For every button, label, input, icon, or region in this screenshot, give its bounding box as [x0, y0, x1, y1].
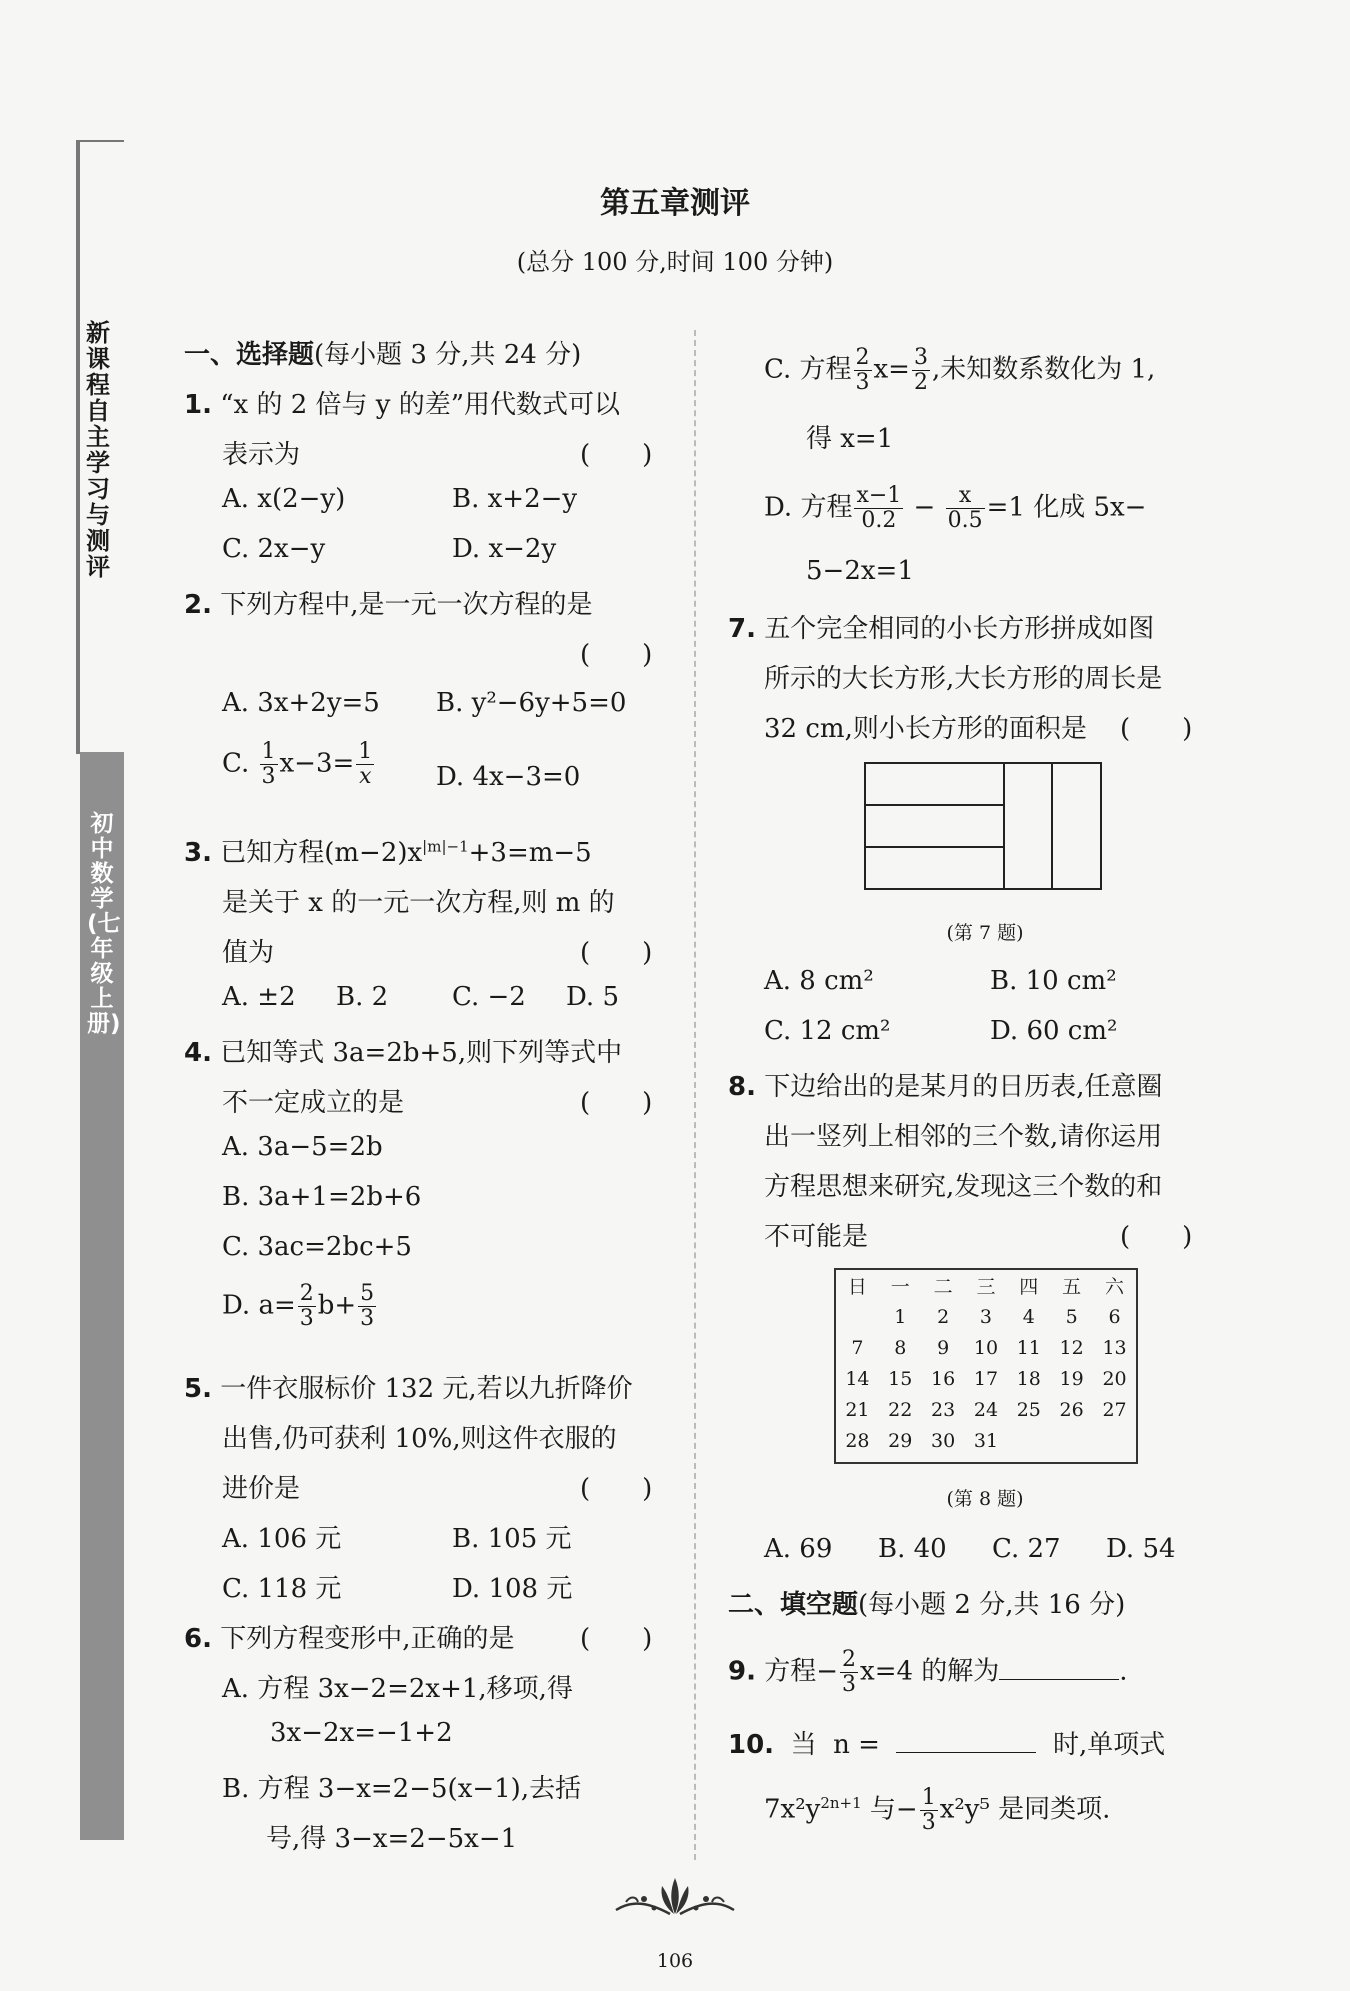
column-divider [694, 330, 696, 1860]
option-c: C. 2x−y [222, 534, 326, 564]
question-text: “x 的 2 倍与 y 的差”用代数式可以 [220, 390, 621, 420]
question-number: 1. [184, 390, 212, 420]
calendar-day: 12 [1059, 1336, 1084, 1359]
calendar-day: 25 [1016, 1398, 1041, 1421]
question-text: 一件衣服标价 132 元,若以九折降价 [220, 1374, 633, 1404]
fraction [854, 346, 872, 395]
question-8-line-3: 方程思想来研究,发现这三个数的和 [764, 1172, 1163, 1202]
question-text: 下列方程变形中,正确的是 [220, 1624, 515, 1654]
question-8-line-1 [728, 1066, 1163, 1103]
question-8-line-2: 出一竖列上相邻的三个数,请你运用 [764, 1122, 1163, 1152]
calendar-table [834, 1268, 1138, 1464]
question-number: 8. [728, 1072, 756, 1102]
option-c: C. 27 [992, 1534, 1061, 1564]
calendar-day: 8 [894, 1336, 907, 1359]
option-text: D. 方程 [764, 492, 853, 523]
section-heading [728, 1584, 1125, 1621]
calendar-day: 6 [1108, 1305, 1121, 1328]
calendar-day: 31 [973, 1429, 999, 1452]
question-number: 5. [184, 1374, 212, 1404]
question-text: 7x²y [764, 1794, 821, 1825]
question-number: 7. [728, 614, 756, 644]
page-title: 第五章测评 [600, 186, 750, 221]
calendar-row [836, 1332, 1136, 1363]
calendar-day: 3 [979, 1305, 992, 1328]
fraction [260, 740, 278, 789]
question-5-line-3: 进价是 [222, 1474, 301, 1504]
large-rectangle [865, 763, 1101, 889]
question-text: 已知方程(m−2)x [220, 838, 423, 868]
question-text: 下列方程中,是一元一次方程的是 [220, 590, 593, 620]
numerator: 1 [921, 1785, 936, 1810]
answer-blank: ( ) [1120, 1222, 1193, 1252]
question-text: . [1119, 1656, 1128, 1687]
fraction [358, 1282, 376, 1331]
calendar-day: 18 [1016, 1367, 1041, 1390]
option-b-line-2: 号,得 3−x=2−5x−1 [266, 1824, 518, 1854]
calendar-row [836, 1301, 1136, 1332]
option-a: A. 69 [764, 1534, 833, 1564]
numerator: 2 [842, 1647, 857, 1672]
option-text: b+ [317, 1290, 357, 1321]
section-note: (每小题 3 分,共 24 分) [314, 340, 582, 370]
option-b: B. y²−6y+5=0 [436, 688, 627, 718]
fill-blank [896, 1752, 1036, 1753]
question-1-line-2: 表示为 [222, 440, 301, 470]
calendar-weekday: 日 [847, 1276, 867, 1298]
numerator: 1 [261, 739, 276, 764]
calendar-day: 30 [931, 1429, 956, 1452]
option-text: C. 方程 [764, 354, 852, 385]
fraction [840, 1648, 858, 1697]
question-9 [728, 1648, 1128, 1697]
question-7-line-2: 所示的大长方形,大长方形的周长是 [764, 664, 1163, 694]
calendar-day [1093, 1425, 1136, 1456]
question-6-line-1 [184, 1618, 515, 1655]
question-3-line-1 [184, 832, 592, 869]
option-d-line-1: D. 方程 $\frac{x-1}{0.2}$ − $\frac{x}{0.5}$ =1 化成 5x− [764, 483, 1147, 533]
calendar-day: 19 [1059, 1367, 1084, 1390]
question-text: 与− [861, 1794, 918, 1825]
calendar-day [836, 1301, 879, 1332]
option-text: D. a= [222, 1290, 296, 1321]
answer-blank: ( ) [580, 440, 653, 470]
calendar-row [836, 1394, 1136, 1425]
answer-blank: ( ) [580, 1474, 653, 1504]
option-text: ,未知数系数化为 1, [931, 354, 1156, 385]
option-text: x= [873, 354, 910, 385]
denominator: 0.5 [947, 508, 983, 533]
question-1-line-1 [184, 384, 620, 421]
fraction [912, 346, 930, 395]
fraction [356, 740, 374, 789]
denominator: 3 [842, 1672, 857, 1697]
question-3-line-2: 是关于 x 的一元一次方程,则 m 的 [222, 888, 615, 918]
calendar-day: 27 [1102, 1398, 1127, 1421]
calendar-day: 16 [931, 1367, 956, 1390]
calendar-day: 26 [1059, 1398, 1084, 1421]
option-text: =1 化成 5x− [986, 492, 1147, 523]
calendar-day: 17 [973, 1367, 999, 1390]
option-b: B. 2 [336, 982, 389, 1012]
option-a: A. x(2−y) [222, 484, 346, 514]
option-b: B. 105 元 [452, 1524, 572, 1554]
option-d: D. 60 cm² [990, 1016, 1118, 1046]
question-4-line-2: 不一定成立的是 [222, 1088, 405, 1118]
question-number: 4. [184, 1038, 212, 1068]
answer-blank: ( ) [580, 640, 653, 670]
calendar-day: 2 [937, 1305, 950, 1328]
question-number: 2. [184, 590, 212, 620]
section-heading [184, 334, 581, 371]
answer-blank: ( ) [1120, 714, 1193, 744]
question-number: 10. [728, 1730, 775, 1760]
calendar-row [836, 1425, 1136, 1456]
calendar-day: 20 [1102, 1367, 1127, 1390]
option-a-line-2: 3x−2x=−1+2 [270, 1718, 453, 1748]
calendar-header-row [836, 1270, 1136, 1301]
option-d-line-2: 5−2x=1 [806, 556, 914, 586]
calendar-day: 7 [851, 1336, 864, 1359]
question-5-line-1 [184, 1368, 633, 1405]
option-label: C. [222, 748, 250, 779]
answer-blank: ( ) [580, 938, 653, 968]
question-number: 6. [184, 1624, 212, 1654]
question-10-line-2 [764, 1786, 1110, 1835]
option-a: A. 8 cm² [764, 966, 874, 996]
question-number: 3. [184, 838, 212, 868]
numerator: 2 [299, 1281, 314, 1306]
figure-caption: (第 7 题) [946, 922, 1024, 944]
page-subtitle: (总分 100 分,时间 100 分钟) [516, 248, 834, 276]
denominator: 3 [299, 1306, 314, 1331]
question-text: x²y⁵ 是同类项. [939, 1794, 1111, 1825]
option-d: D. 4x−3=0 [436, 762, 581, 792]
section-note: (每小题 2 分,共 16 分) [858, 1590, 1126, 1620]
numerator: 5 [360, 1281, 375, 1306]
question-text: 已知等式 3a=2b+5,则下列等式中 [220, 1038, 623, 1068]
option-c: C. −2 [452, 982, 526, 1012]
calendar-day: 1 [894, 1305, 907, 1328]
question-10-line-1 [728, 1724, 1165, 1761]
calendar-weekday: 二 [933, 1276, 953, 1298]
calendar-day [1050, 1425, 1093, 1456]
option-a: A. 3a−5=2b [222, 1132, 383, 1162]
option-b: B. 10 cm² [990, 966, 1117, 996]
option-b: B. 3a+1=2b+6 [222, 1182, 422, 1212]
denominator: 3 [360, 1306, 375, 1331]
calendar-day: 10 [973, 1336, 999, 1359]
floral-ornament-icon [612, 1872, 738, 1922]
calendar-day: 22 [888, 1398, 913, 1421]
option-d: D. x−2y [452, 534, 557, 564]
option-c: C. 3ac=2bc+5 [222, 1232, 412, 1262]
question-text: 五个完全相同的小长方形拼成如图 [764, 614, 1155, 644]
calendar-day: 28 [845, 1429, 870, 1452]
option-b: B. x+2−y [452, 484, 578, 514]
rectangle-figure [864, 762, 1102, 890]
calendar-weekday: 三 [976, 1276, 996, 1298]
question-text: x=4 的解为 [860, 1656, 1000, 1687]
question-number: 9. [728, 1656, 756, 1687]
denominator: x [359, 764, 372, 789]
option-d [222, 1282, 378, 1331]
calendar-day: 14 [845, 1367, 870, 1390]
sidebar-book-title: 新课程自主学习与测评 [86, 319, 110, 581]
calendar-day: 9 [937, 1336, 950, 1359]
figure-caption: (第 8 题) [946, 1488, 1024, 1510]
calendar-day: 23 [931, 1398, 956, 1421]
calendar-day: 4 [1022, 1305, 1035, 1328]
numerator: 2 [855, 345, 870, 370]
option-c [222, 740, 376, 789]
question-text: 方程− [764, 1656, 839, 1687]
fraction [946, 484, 985, 533]
numerator: x−1 [856, 483, 902, 508]
option-text: x−3= [279, 748, 355, 779]
calendar-day: 5 [1065, 1305, 1078, 1328]
option-c-line-1 [764, 346, 1155, 395]
denominator: 2 [913, 370, 928, 395]
question-text: +3=m−5 [468, 838, 592, 868]
option-b-line-1: B. 方程 3−x=2−5(x−1),去括 [222, 1774, 582, 1804]
exponent: 2n+1 [820, 1793, 862, 1812]
option-a: A. 3x+2y=5 [222, 688, 380, 718]
denominator: 3 [855, 370, 870, 395]
calendar-weekday: 六 [1105, 1276, 1125, 1298]
question-2-line-1 [184, 584, 593, 621]
numerator: x [946, 484, 985, 509]
question-7-line-3: 32 cm,则小长方形的面积是 [764, 714, 1087, 744]
question-text: 下边给出的是某月的日历表,任意圈 [764, 1072, 1163, 1102]
denominator: 3 [921, 1810, 936, 1835]
calendar-row [836, 1363, 1136, 1394]
question-4-line-1 [184, 1032, 622, 1069]
calendar-day: 21 [845, 1398, 870, 1421]
option-a: A. 106 元 [222, 1524, 342, 1554]
question-7-line-1 [728, 608, 1154, 645]
question-text: 当 [790, 1730, 817, 1760]
question-8-line-4: 不可能是 [764, 1222, 869, 1252]
calendar-day: 15 [888, 1367, 913, 1390]
option-a-line-1: A. 方程 3x−2=2x+1,移项,得 [222, 1674, 573, 1704]
exponent: |m|−1 [422, 837, 469, 856]
section-title: 一、选择题 [184, 340, 315, 370]
calendar-day: 24 [973, 1398, 999, 1421]
calendar-grid [836, 1270, 1136, 1456]
option-d: D. 5 [566, 982, 619, 1012]
denominator: 0.2 [861, 508, 897, 533]
fraction [920, 1786, 938, 1835]
calendar-day: 13 [1102, 1336, 1127, 1359]
calendar-weekday: 一 [890, 1276, 910, 1298]
numerator: 1 [358, 739, 373, 764]
answer-blank: ( ) [580, 1624, 653, 1654]
question-3-line-3: 值为 [222, 938, 275, 968]
answer-blank: ( ) [580, 1088, 653, 1118]
calendar-day [1007, 1425, 1050, 1456]
calendar-weekday: 四 [1019, 1276, 1039, 1298]
option-d: D. 108 元 [452, 1574, 573, 1604]
section-title: 二、填空题 [728, 1590, 859, 1620]
numerator: 3 [913, 345, 928, 370]
fraction [854, 484, 903, 533]
option-d: D. 54 [1106, 1534, 1176, 1564]
option-c: C. 12 cm² [764, 1016, 891, 1046]
option-a: A. ±2 [222, 982, 296, 1012]
option-b: B. 40 [878, 1534, 947, 1564]
calendar-weekday: 五 [1062, 1276, 1082, 1298]
fill-blank [999, 1679, 1119, 1680]
question-text: n = [833, 1730, 880, 1760]
fraction [298, 1282, 316, 1331]
option-c-line-2: 得 x=1 [806, 424, 894, 454]
option-c: C. 118 元 [222, 1574, 342, 1604]
denominator: 3 [261, 764, 276, 789]
page-number: 106 [656, 1950, 694, 1972]
question-5-line-2: 出售,仍可获利 10%,则这件衣服的 [222, 1424, 617, 1454]
sidebar-grade-label: 初中数学(七年级上册) [87, 811, 121, 1037]
calendar-day: 29 [888, 1429, 913, 1452]
calendar-day: 11 [1016, 1336, 1041, 1359]
question-text: 时,单项式 [1053, 1730, 1166, 1760]
